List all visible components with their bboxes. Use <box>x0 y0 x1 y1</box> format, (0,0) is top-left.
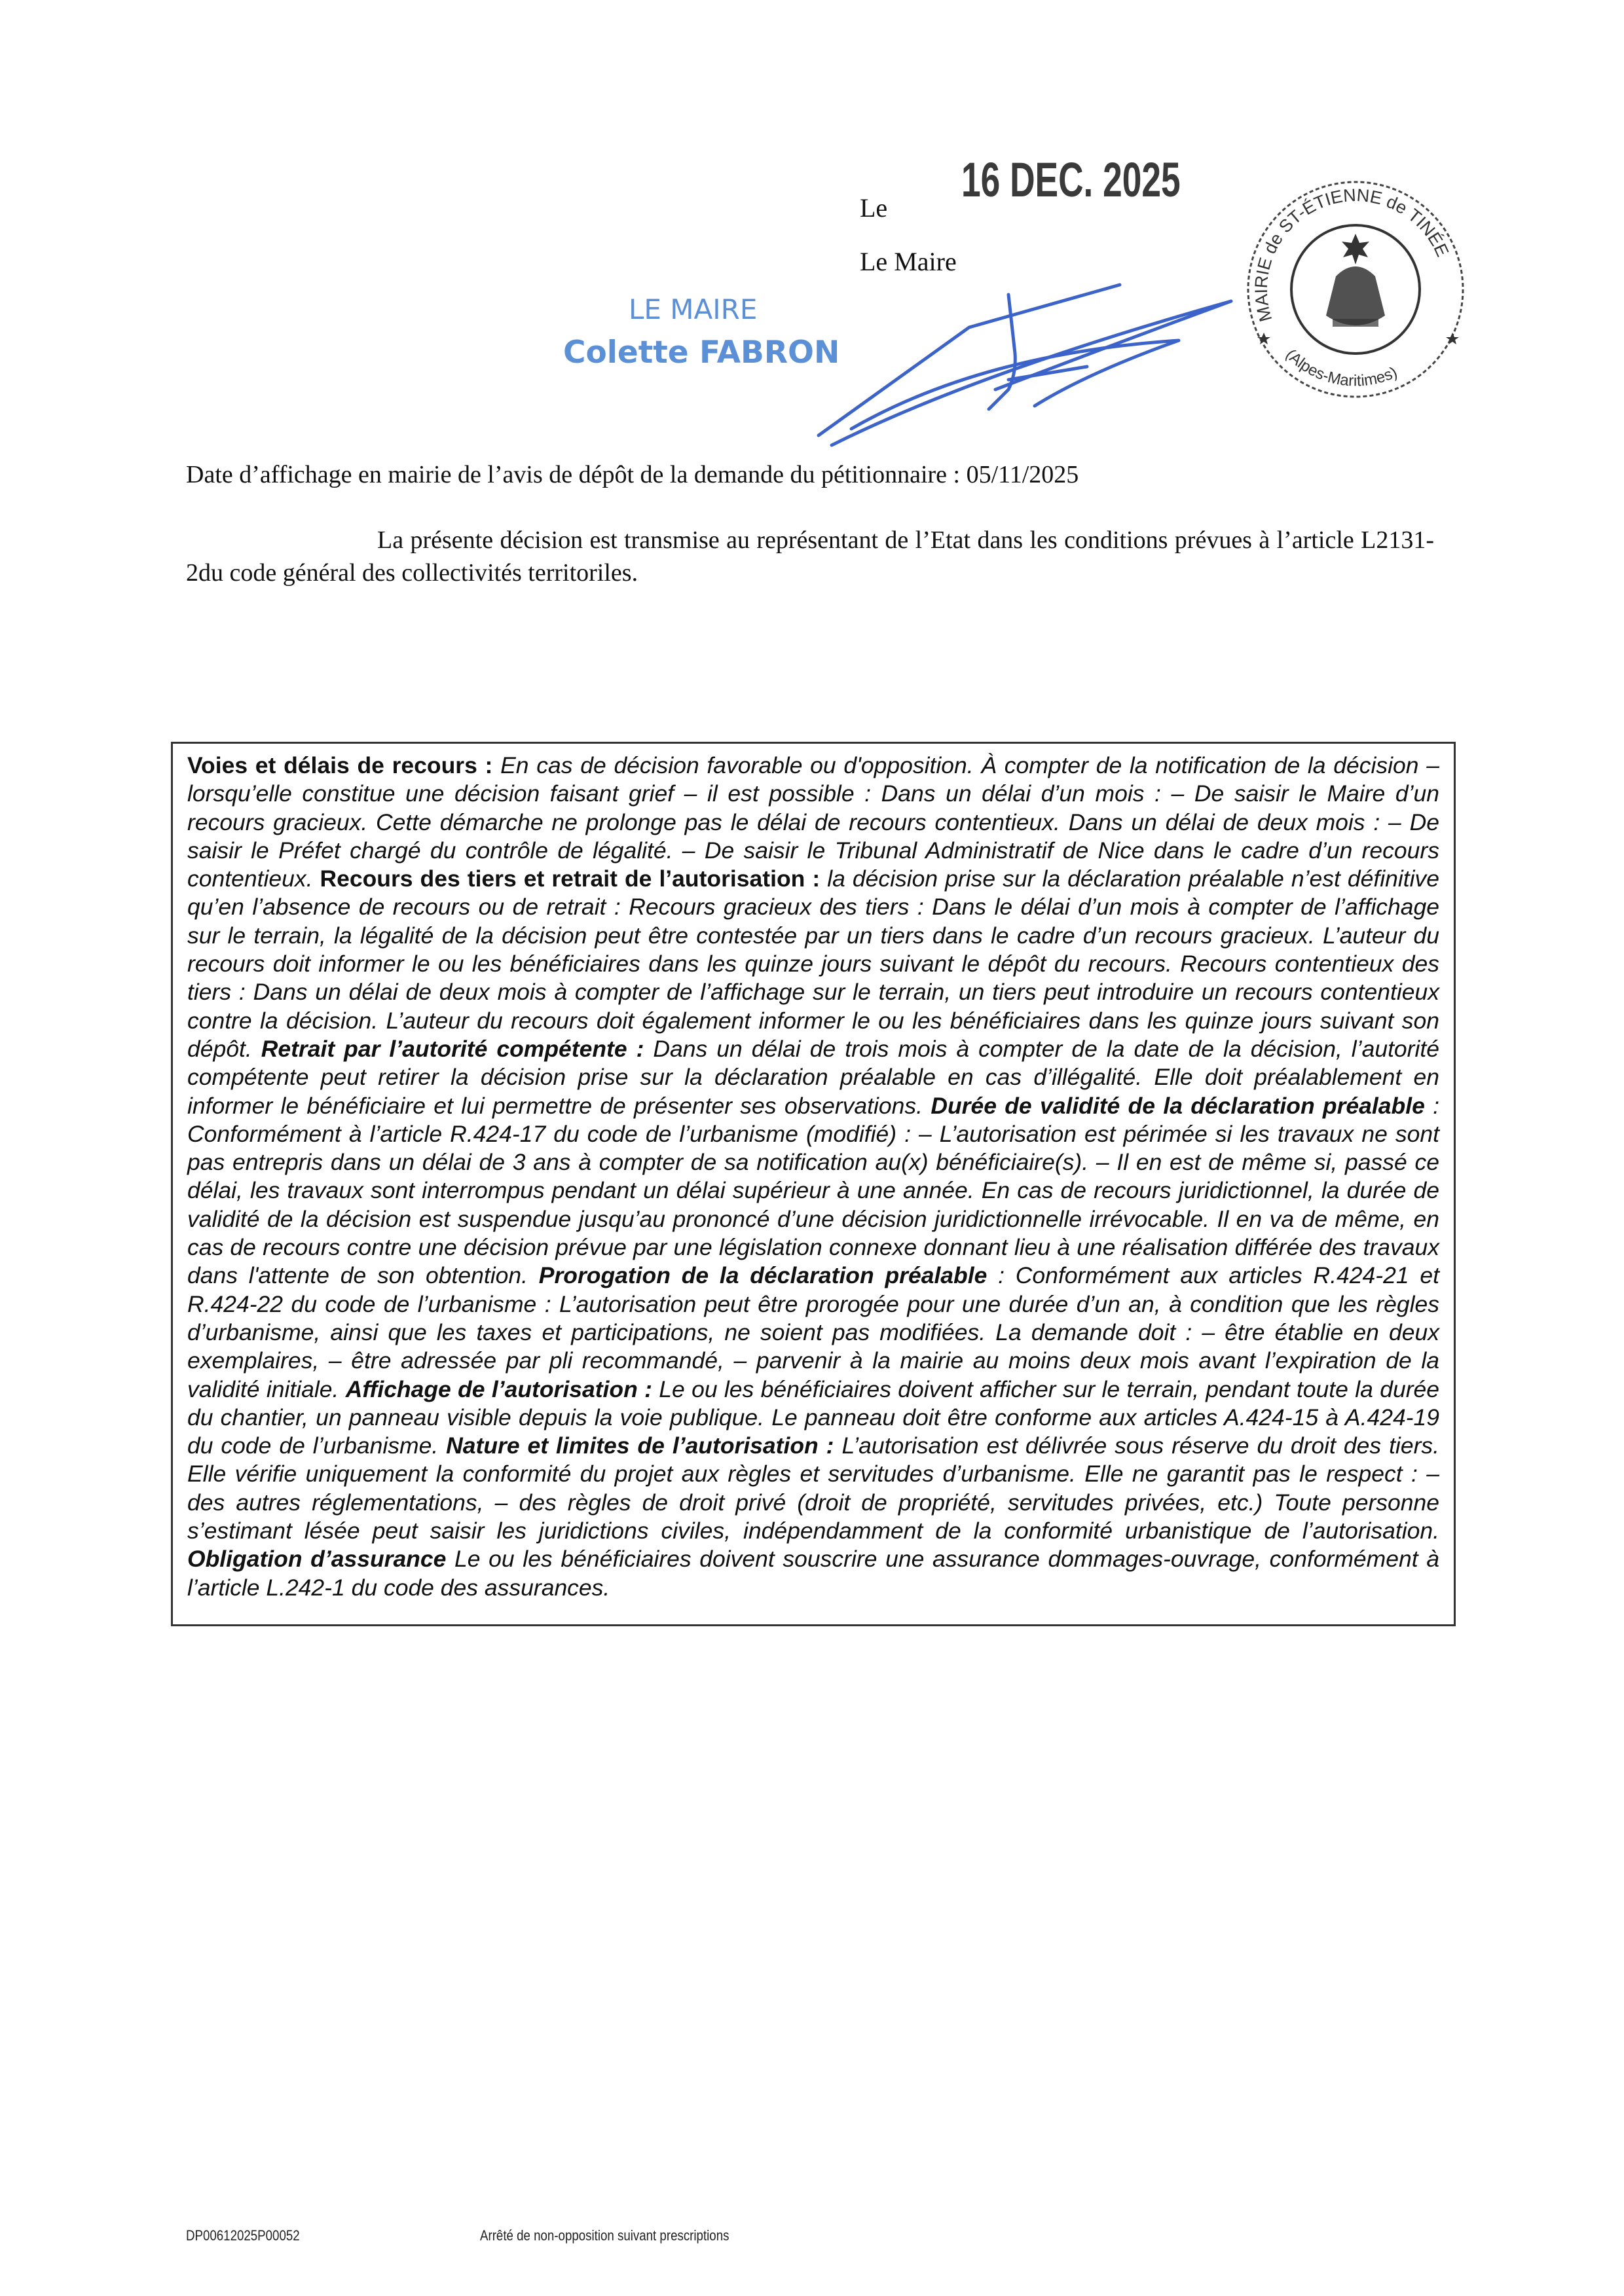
recourse-segment: Durée de validité de la déclaration préalable <box>931 1092 1425 1119</box>
transmission-paragraph: La présente décision est transmise au représentant de l’Etat dans les conditions prévues à l’article L2131-2du code général des collectivités territoriles. <box>186 526 1434 587</box>
municipal-seal <box>1244 178 1467 401</box>
recourse-segment: : Conformément aux articles R.424-21 et R.424-22 du code de l’urbanisme : L’autorisation peut être prorogée pour une durée d’un an, à condition que les règles d’urbanisme, ainsi que les taxes et participations, ne soient pas modifiées. La demande doit : – être établie en deux exemplaires, – être adressée par pli recommandé, – parvenir à la mairie au moins deux mois avant l’expiration de la validité initiale. <box>187 1262 1439 1402</box>
recourse-segment: Le ou les bénéficiaires doivent souscrire une assurance dommages-ouvrage, conformément à l’article L.242-1 du code des assurances. <box>187 1546 1439 1601</box>
recourse-info-box <box>171 742 1456 1626</box>
mayor-stamp-name: Colette FABRON <box>563 335 840 371</box>
recourse-segment: Obligation d’assurance <box>187 1546 447 1573</box>
recourse-segment: Voies et délais de recours : <box>187 752 493 778</box>
recourse-segment: la décision prise sur la déclaration préalable n’est définitive qu’en l’absence de recours ou de retrait : Recours gracieux des tiers : Dans le délai d’un mois à compter de l’affichage sur le terrain, la légalité de la décision peut être contestée par un tiers dans le cadre d’un recours gracieux. L’auteur du recours doit informer le ou les bénéficiaires dans les quinze jours suivant le dépôt du recours. Recours contentieux des tiers : Dans un délai de deux mois à compter de l’affichage sur le terrain, un tiers peut introduire un recours contentieux contre la décision. L’auteur du recours doit également informer le ou les bénéficiaires dans les quinze jours suivant son dépôt. <box>187 866 1440 1062</box>
date-prefix-label: Le <box>860 193 888 223</box>
recourse-segment: L’autorisation est délivrée sous réserve du droit des tiers. Elle vérifie uniquement la conformité du projet aux règles et servitudes d’urbanisme. Elle ne garantit pas le respect : – des autres réglementations, – des règles de droit privé (droit de propriété, servitudes privées, etc.) Toute personne s’estimant lésée peut saisir les juridictions civiles, indépendamment de la conformité urbanistique de l’autorisation. <box>187 1432 1439 1544</box>
recourse-segment: Prorogation de la déclaration préalable <box>538 1262 987 1289</box>
recourse-segment: Affichage de l’autorisation : <box>345 1376 652 1402</box>
date-stamp: 16 DEC. 2025 <box>961 153 1181 207</box>
seal-star-icon <box>1257 333 1270 344</box>
recourse-segment: Le ou les bénéficiaires doivent afficher sur le terrain, pendant toute la durée du chantier, un panneau visible depuis la voie publique. Le panneau doit être conforme aux articles A.424-15 à A.424-19 du code de l’urbanisme. <box>187 1376 1440 1459</box>
recourse-segment: Dans un délai de trois mois à compter de la date de la décision, l’autorité compétente peut retirer la décision prise sur la déclaration préalable en cas d’illégalité. Elle doit préalablement en informer le bénéficiaire et lui permettre de présenter ses observations. <box>187 1035 1439 1119</box>
mayor-stamp-title: LE MAIRE <box>629 293 758 325</box>
recourse-segment: Recours des tiers et retrait de l’autorisation : <box>320 866 821 892</box>
recourse-segment: Nature et limites de l’autorisation : <box>446 1432 834 1459</box>
handwritten-signature <box>812 275 1244 452</box>
recourse-segment: En cas de décision favorable ou d'opposition. À compter de la notification de la décision – lorsqu’elle constitue une décision faisant grief – il est possible : Dans un délai d’un mois : – De saisir le Maire d’un recours gracieux. Cette démarche ne prolonge pas le délai de recours contentieux. Dans un délai de deux mois : – De saisir le Préfet chargé du contrôle de légalité. – De saisir le Tribunal Administratif de Nice dans le cadre d’un recours contentieux. <box>187 752 1439 892</box>
signatory-label: Le Maire <box>860 247 957 276</box>
recourse-segment: : Conformément à l’article R.424-17 du code de l’urbanisme (modifié) : – L’autorisation est périmée si les travaux ne sont pas entrepris dans un délai de 3 ans à compter de sa notification au(x) bénéficiaire(s). – Il en est de même si, passé ce délai, les travaux sont interrompus pendant un délai supérieur à une année. En cas de recours juridictionnel, la durée de validité de la décision est suspendue jusqu’au prononcé d’une décision juridictionnelle irrévocable. Il en va de même, en cas de recours contre une décision prévue par une législation connexe donnant lieu à une réalisation différée des travaux dans l'attente de son obtention. <box>187 1092 1439 1289</box>
display-date-line: Date d’affichage en mairie de l’avis de dépôt de la demande du pétitionnaire : 05/11/2025 <box>186 461 1079 488</box>
footer-document-title: Arrêté de non-opposition suivant prescriptions <box>480 2227 729 2244</box>
seal-bottom-text: (Alpes-Maritimes) <box>1282 346 1400 390</box>
seal-top-text: MAIRIE de ST-ÉTIENNE de TINÉE <box>1251 185 1453 324</box>
seal-emblem-icon <box>1326 234 1385 327</box>
footer-reference: DP00612025P00052 <box>186 2227 300 2244</box>
recourse-segment: Retrait par l’autorité compétente : <box>261 1035 644 1062</box>
